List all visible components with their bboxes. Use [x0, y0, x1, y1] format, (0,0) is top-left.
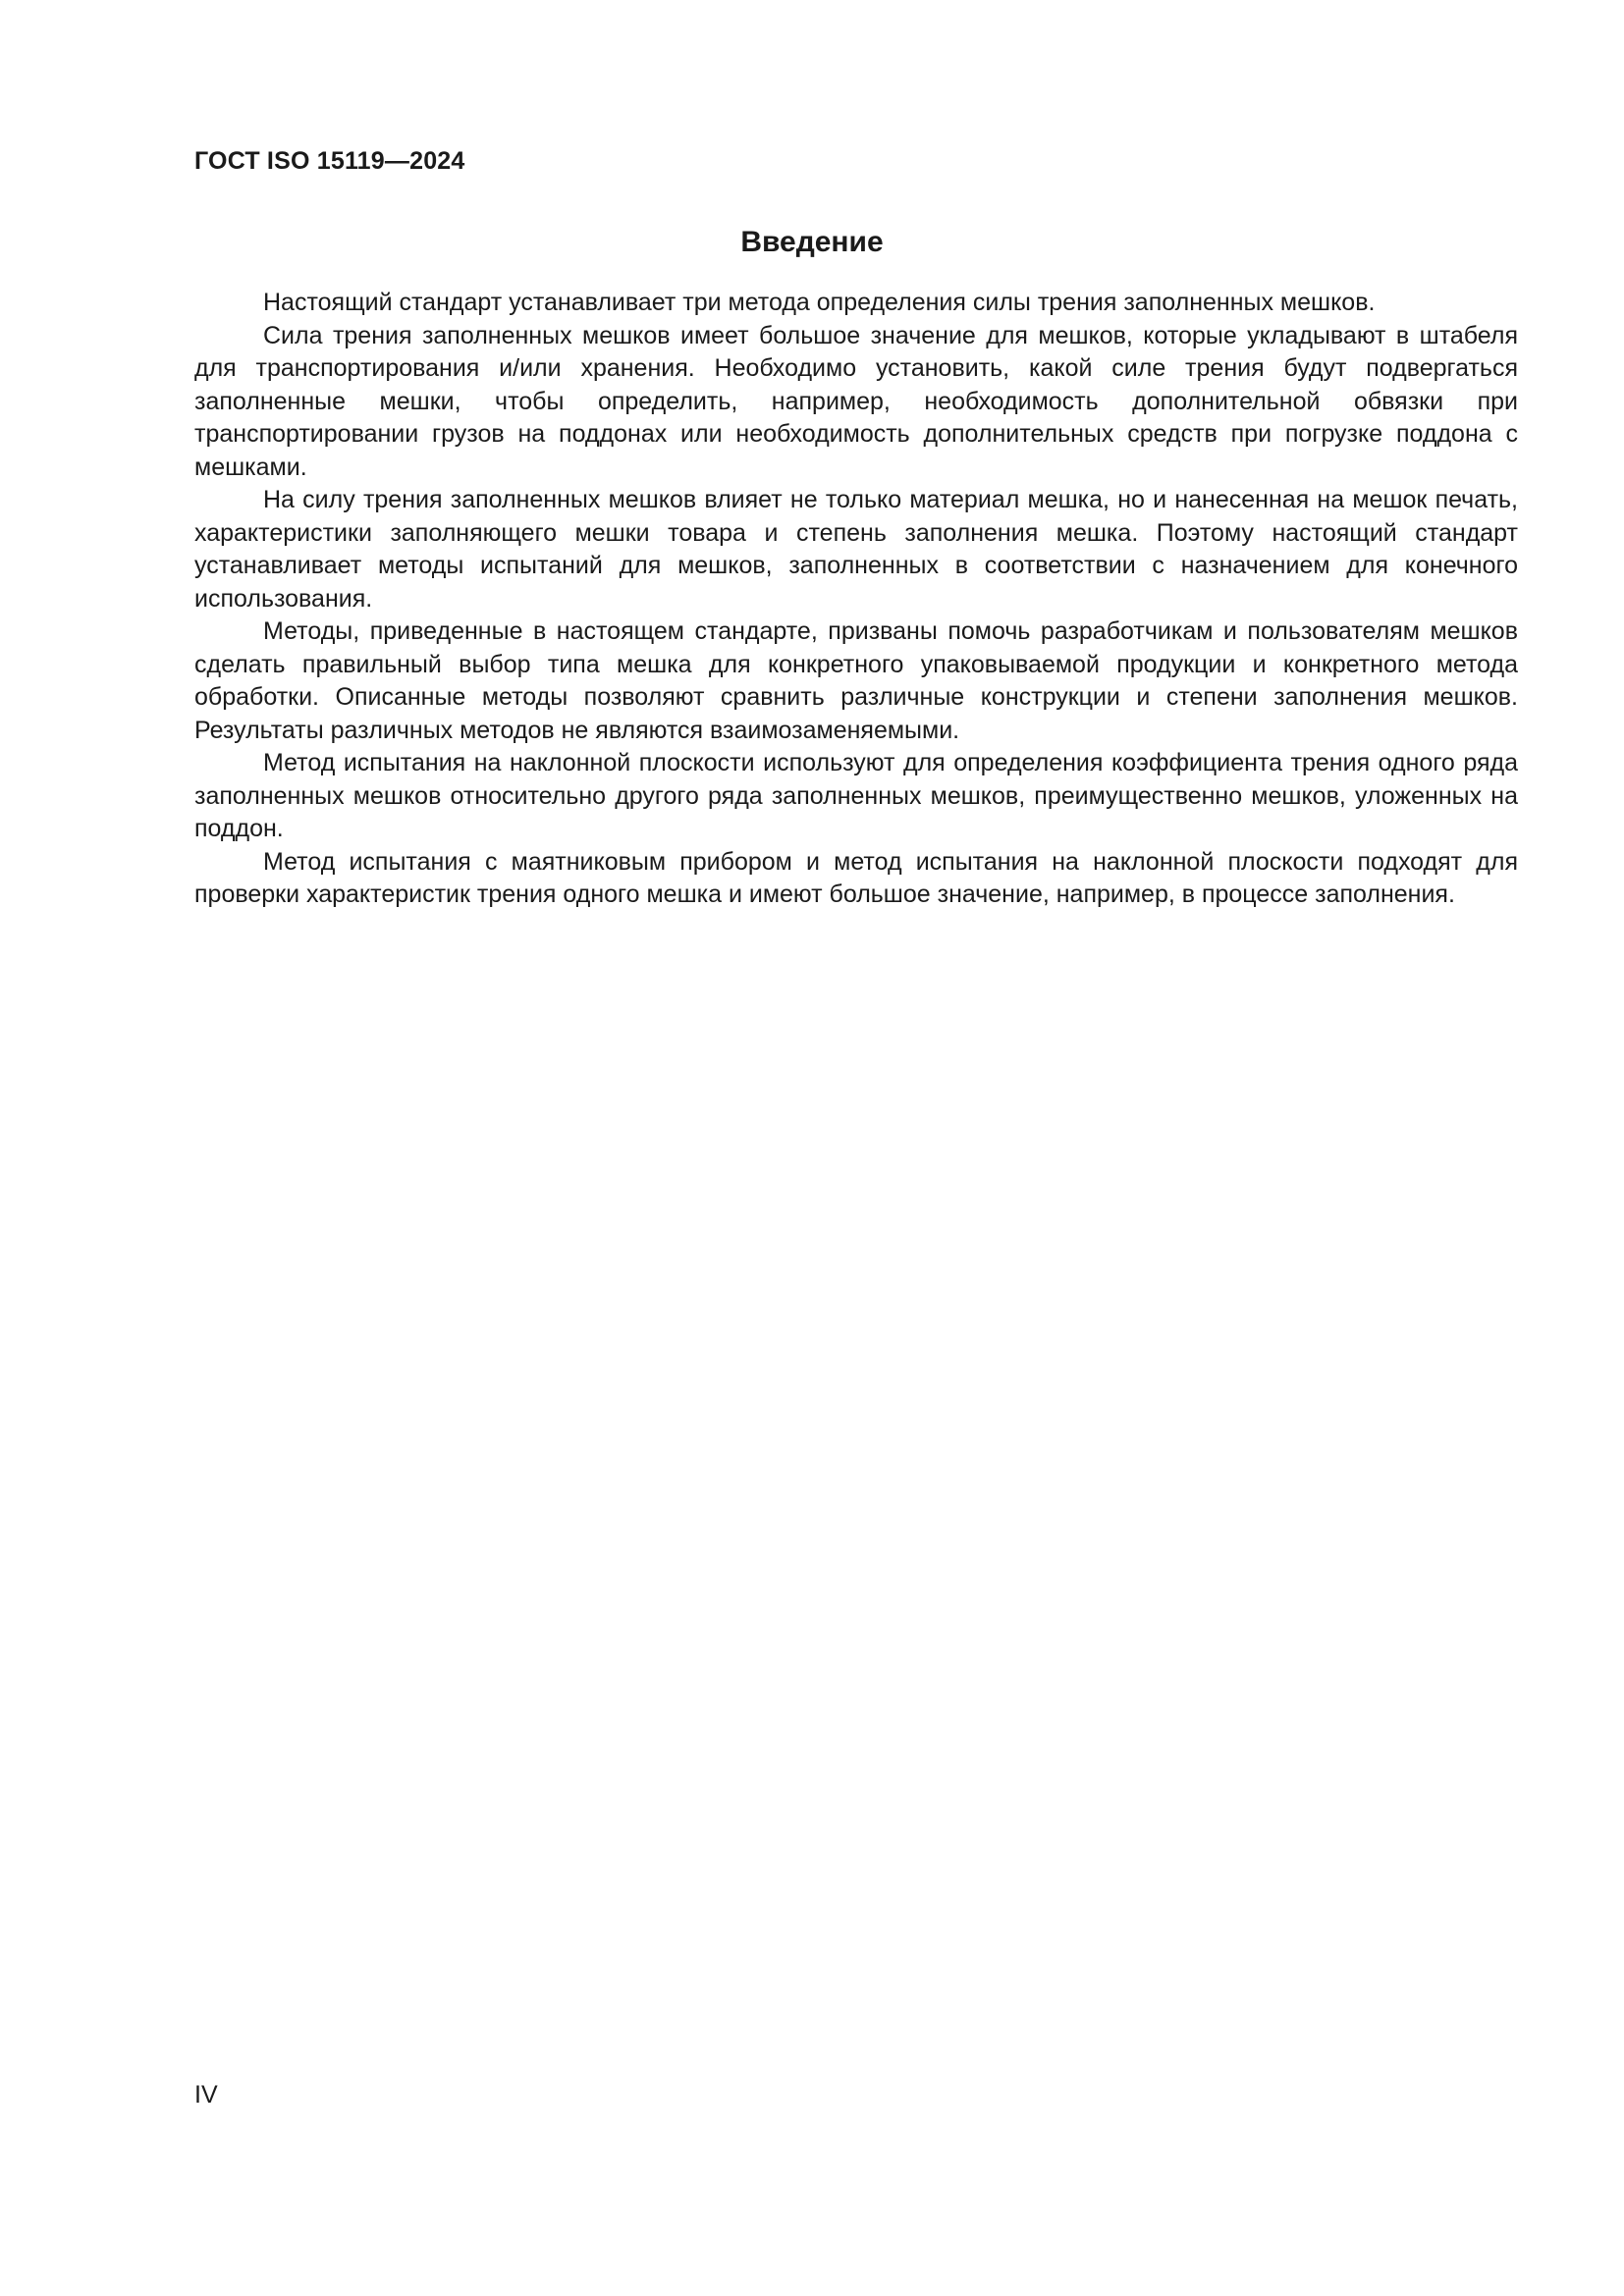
- paragraph: Сила трения заполненных мешков имеет большое значение для мешков, которые укладывают в штабеля для транспортирования и/или хранения. Необходимо установить, какой силе трения будут подвергаться заполненные мешки, чтобы определить, например, необходимость дополнительной обвязки при транспортировании грузов на поддонах или необходимость дополнительных средств при погрузке поддона с мешками.: [194, 321, 1518, 481]
- paragraph: Метод испытания на наклонной плоскости используют для определения коэффициента трения одного ряда заполненных мешков относительно другого ряда заполненных мешков, преимущественно мешков, уложенных на поддон.: [194, 749, 1518, 842]
- document-header: ГОСТ ISO 15119—2024: [194, 147, 465, 175]
- paragraph: Настоящий стандарт устанавливает три метода определения силы трения заполненных мешков.: [263, 289, 1376, 316]
- paragraph: На силу трения заполненных мешков влияет не только материал мешка, но и нанесенная на мешок печать, характеристики заполняющего мешки товара и степень заполнения мешка. Поэтому настоящий стандарт устанавливает методы испытаний для мешков, заполненных в соответствии с назначением для конечного использования.: [194, 486, 1518, 613]
- paragraph: Методы, приведенные в настоящем стандарте, призваны помочь разработчикам и пользователям мешков сделать правильный выбор типа мешка для конкретного упаковываемой продукции и конкретного метода обработки. Описанные методы позволяют сравнить различные конструкции и степени заполнения мешков. Результаты различных методов не являются взаимозаменяемыми.: [194, 617, 1518, 744]
- page-number: IV: [194, 2081, 218, 2109]
- section-title: Введение: [740, 226, 884, 258]
- paragraph: Метод испытания с маятниковым прибором и метод испытания на наклонной плоскости подходят для проверки характеристик трения одного мешка и имеют большое значение, например, в процессе заполнения.: [194, 847, 1518, 908]
- section-body: [194, 287, 1518, 912]
